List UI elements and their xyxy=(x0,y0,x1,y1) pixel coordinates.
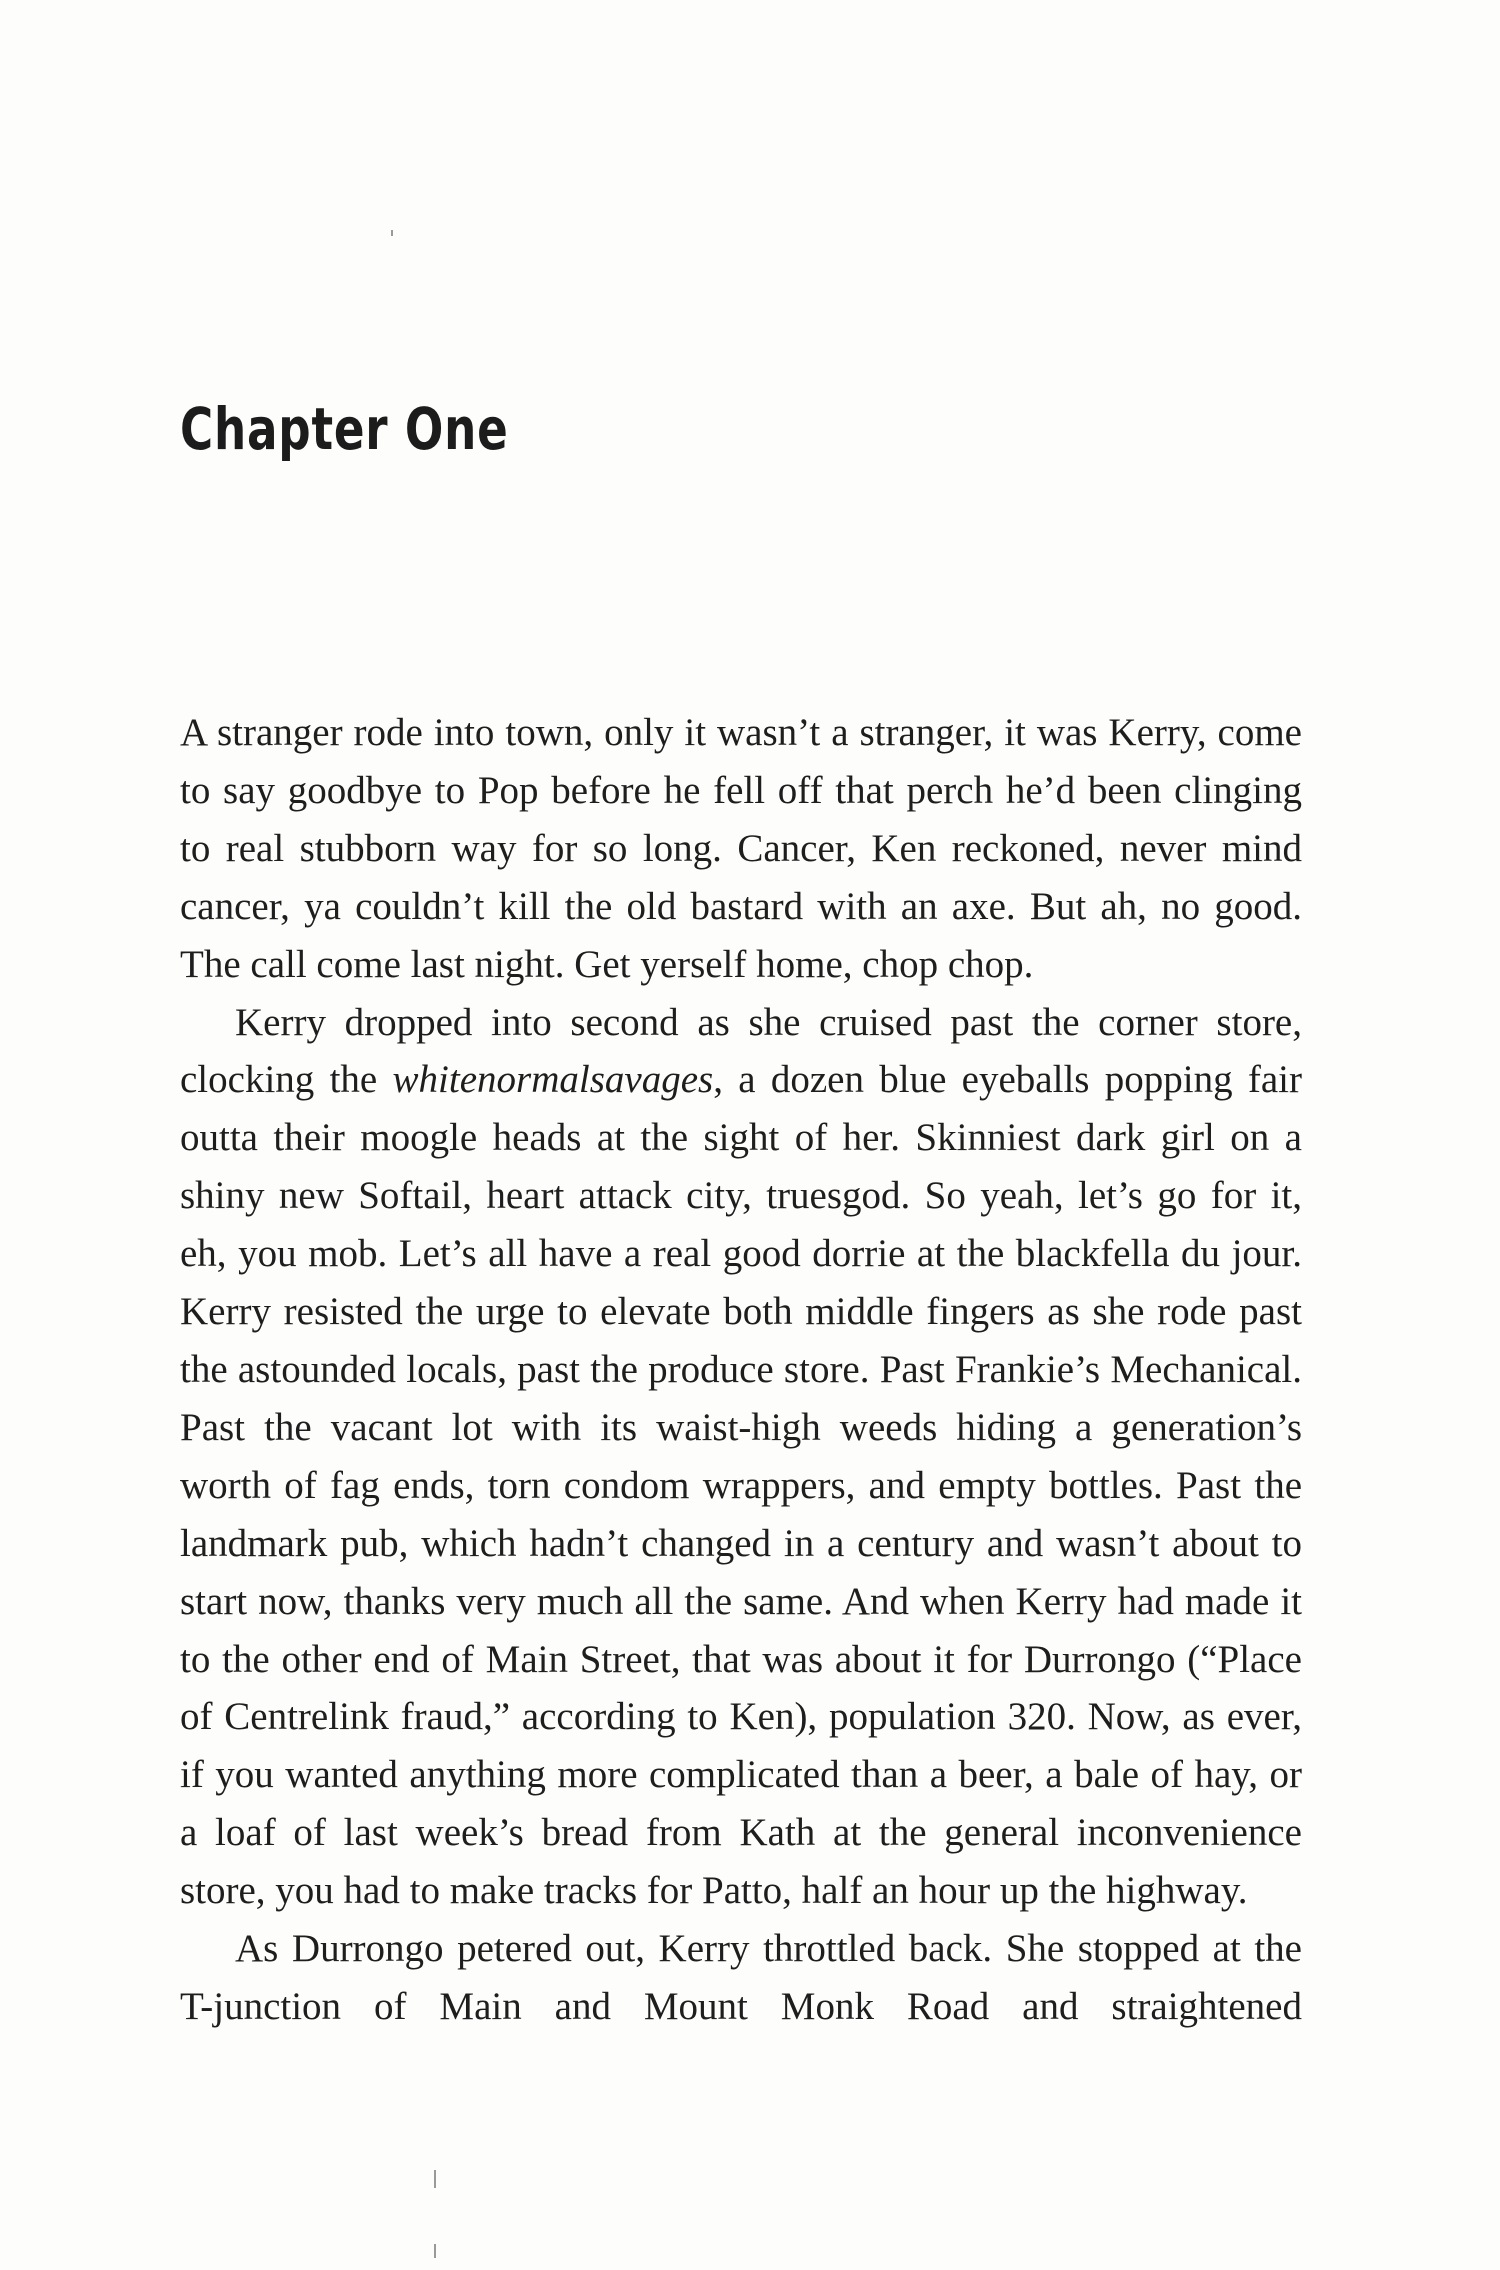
paragraph-2-text-b: , a dozen blue eyeballs popping fair outta their moogle heads at the sight of her. Skinniest dark girl on a shiny new Softail, heart attack city, truesgod. So yeah, let’s go for it, eh, you mob. Let’s all have a real good dorrie at the blackfella du jour. Kerry resisted the urge to elevate both middle fingers as she rode past the astounded locals, past the produce store. Past Frankie’s Mechanical. Past the vacant lot with its waist-high weeds hiding a generation’s worth of fag ends, torn condom wrappers, and empty bottles. Past the landmark pub, which hadn’t changed in a century and wasn’t about to start now, thanks very much all the same. And when Kerry had made it to the other end of Main Street, that was about it for Durrongo (“Place of Centrelink fraud,” according to Ken), population 320. Now, as ever, if you wanted anything more complicated than a beer, a bale of hay, or a loaf of last week’s bread from Kath at the general inconvenience store, you had to make tracks for Patto, half an hour up the highway. xyxy=(180,1058,1303,1913)
chapter-title: Chapter One xyxy=(180,395,509,463)
chapter-body xyxy=(180,704,1302,2036)
paragraph-2-text-a: Kerry dropped into second as she cruised past the corner store, clocking the xyxy=(180,1000,1302,1102)
scan-artifact-mark xyxy=(391,230,393,236)
scan-artifact-mark xyxy=(434,2244,436,2258)
paragraph-1: A stranger rode into town, only it wasn’t a stranger, it was Kerry, come to say goodbye to Pop before he fell off that perch he’d been clinging to real stubborn way for so long. Cancer, Ken reckoned, never mind cancer, ya couldn’t kill the old bastard with an axe. But ah, no good. The call come last night. Get yerself home, chop chop. xyxy=(180,711,1302,986)
paragraph-3: As Durrongo petered out, Kerry throttled back. She stopped at the T-junction of Main and Mount Monk Road and straightened xyxy=(180,1927,1302,2028)
paragraph-2-italic-term: whitenormalsavages xyxy=(392,1058,714,1102)
scan-artifact-mark xyxy=(434,2170,436,2188)
paragraph-2 xyxy=(180,994,1302,1921)
